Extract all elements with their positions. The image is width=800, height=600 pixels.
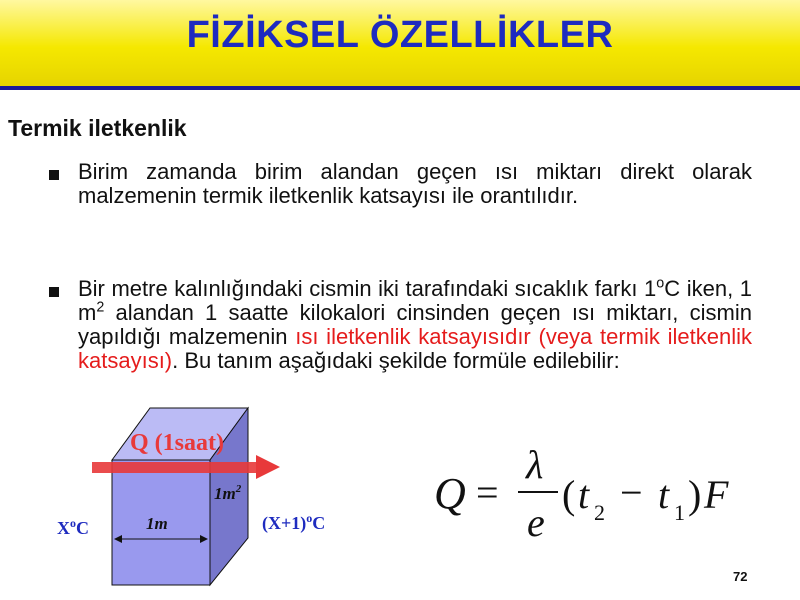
bullet-marker-2	[49, 287, 59, 297]
heat-arrow-shaft	[92, 462, 258, 473]
heat-conduction-diagram	[0, 400, 420, 600]
title-divider	[0, 86, 800, 90]
formula-t2: t	[578, 472, 590, 517]
thickness-label: 1m	[146, 514, 168, 533]
formula-lhs: Q	[434, 469, 466, 518]
bullet-2-text-a: Bir metre kalınlığındaki cismin iki tarafındaki sıcaklık farkı 1	[78, 276, 657, 301]
bullet-2-degree: o	[656, 275, 665, 292]
bullet-marker-1	[49, 170, 59, 180]
bullet-paragraph-1: Birim zamanda birim alandan geçen ısı miktarı direkt olarak malzemenin termik iletkenlik katsayısı ile orantılıdır.	[78, 159, 752, 208]
formula-numerator: λ	[526, 442, 544, 487]
area-label-text: 1m	[214, 484, 236, 503]
bullet-2-text-d: . Bu tanım aşağıdaki şekilde formüle edilebilir:	[172, 348, 620, 373]
page-number: 72	[733, 569, 748, 584]
right-temperature	[262, 511, 325, 534]
formula-open-paren: (	[562, 472, 576, 517]
bullet-2-text-b: C iken, 1 m	[78, 276, 752, 325]
section-heading: Termik iletkenlik	[8, 115, 187, 141]
bullet-paragraph-2	[78, 277, 752, 373]
formula-close-paren: )	[688, 472, 702, 517]
left-temperature	[57, 516, 89, 538]
formula-t2-subscript: 2	[594, 500, 605, 525]
bullet-2-superscript: 2	[96, 299, 105, 316]
right-temp-degree: o	[306, 511, 313, 525]
heat-flow-label: Q (1saat)	[130, 430, 224, 456]
conductivity-formula	[430, 440, 750, 550]
heat-arrow-head	[256, 455, 280, 479]
formula-equals: =	[476, 470, 499, 515]
formula-t1: t	[658, 472, 670, 517]
formula-denominator: e	[527, 500, 545, 545]
left-temp-unit: C	[76, 518, 89, 538]
title-bar	[0, 0, 800, 86]
bullet-2-highlight: ısı iletkenlik katsayısıdır (veya termik iletkenlik katsayısı)	[78, 324, 752, 373]
left-temp-degree: o	[70, 516, 76, 530]
left-temp-value: X	[57, 518, 70, 538]
formula-factor: F	[704, 472, 729, 517]
right-temp-value: (X+1)	[262, 513, 307, 533]
formula-minus: −	[620, 470, 643, 515]
formula-t1-subscript: 1	[674, 500, 685, 525]
slide-title: FİZİKSEL ÖZELLİKLER	[186, 14, 614, 56]
area-label-sup: 2	[235, 483, 242, 495]
bullet-2-text-c: alandan 1 saatte kilokalori cinsinden geçen ısı miktarı, cismin yapıldığı malzemenin	[78, 300, 752, 349]
right-temp-unit: C	[312, 513, 326, 533]
